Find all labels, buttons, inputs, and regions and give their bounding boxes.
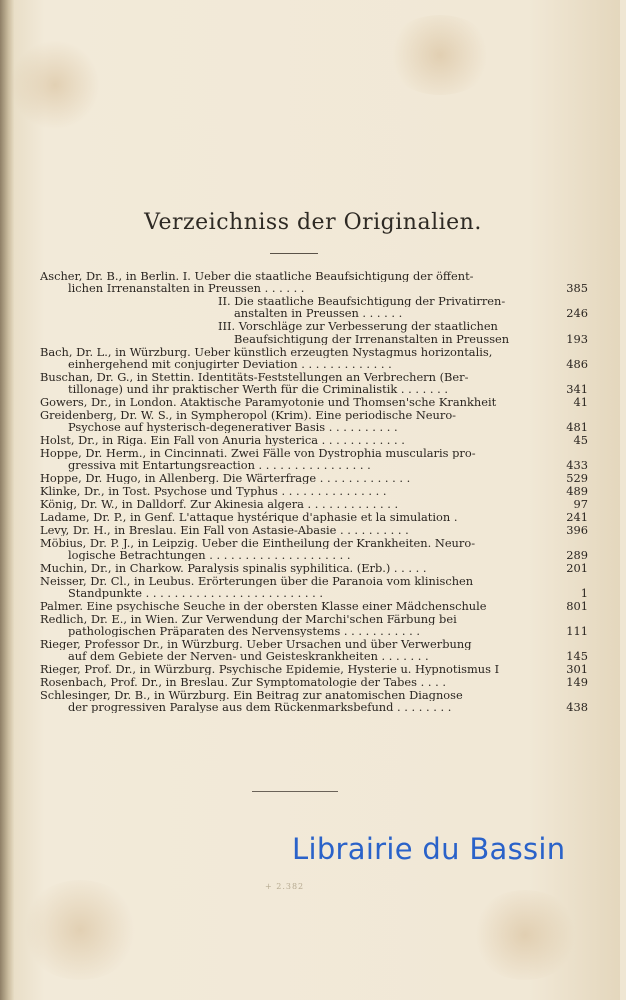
toc-entry [40, 575, 588, 600]
page-number: 201 [566, 560, 588, 575]
entry-text: Schlesinger, Dr. B., in Würzburg. Ein Beitrag zur anatomischen Diagnose [40, 688, 463, 702]
toc-entry [40, 485, 588, 497]
foxing-spot [385, 15, 495, 95]
entry-text: Klinke, Dr., in Tost. Psychose und Typhus . . . . . . . . . . . . . . . [40, 484, 387, 498]
entry-text: Redlich, Dr. E., in Wien. Zur Verwendung der Marchi'schen Färbung bei [40, 612, 457, 625]
entry-continuation: tillonage) und ihr praktischer Werth für die Criminalistik . . . . . . . [68, 383, 448, 396]
toc-entry [40, 396, 588, 408]
page-number: 438 [566, 700, 588, 715]
page-number: 41 [573, 394, 588, 409]
toc-entry [40, 663, 588, 675]
entry-continuation: pathologischen Präparaten des Nervensystems . . . . . . . . . . . [68, 625, 420, 638]
toc-entry [40, 689, 588, 714]
page-title: Verzeichniss der Originalien. [144, 210, 482, 235]
table-of-contents [40, 270, 588, 714]
entry-text: Rieger, Prof. Dr., in Würzburg. Psychische Epidemie, Hysterie u. Hypnotismus I [40, 663, 500, 676]
toc-entry [40, 270, 588, 295]
toc-entry [40, 562, 588, 574]
toc-entry [40, 613, 588, 638]
page-number: 489 [566, 483, 588, 498]
entry-text: Gowers, Dr., in London. Ataktische Paramyotonie und Thomsen'sche Krankheit [40, 395, 497, 409]
toc-entry [40, 524, 588, 536]
toc-entry [40, 676, 588, 688]
entry-text: Rosenbach, Prof. Dr., in Breslau. Zur Symptomatologie der Tabes . . . . [40, 675, 446, 689]
page-number: 193 [566, 331, 588, 346]
page-number: 1 [580, 585, 588, 600]
toc-entry [40, 371, 588, 396]
page-number: 486 [566, 356, 588, 371]
page-number: 801 [566, 598, 588, 613]
entry-text: Neisser, Dr. Cl., in Leubus. Erörterungen über die Paranoia vom klinischen [40, 574, 474, 587]
entry-text: Greidenberg, Dr. W. S., in Sympheropol (Krim). Eine periodische Neuro- [40, 408, 457, 422]
entry-continuation: einhergehend mit conjugirter Deviation . . . . . . . . . . . . . [68, 357, 392, 371]
library-stamp: + 2.382 [265, 882, 305, 891]
toc-entry [40, 511, 588, 523]
entry-text: Levy, Dr. H., in Breslau. Ein Fall von Astasie-Abasie . . . . . . . . . . [40, 523, 409, 536]
entry-text: Ascher, Dr. B., in Berlin. I. Ueber die staatliche Beaufsichtigung der öffent- [40, 270, 474, 283]
toc-entry [40, 409, 588, 434]
entry-text: Möbius, Dr. P. J., in Leipzig. Ueber die Eintheilung der Krankheiten. Neuro- [40, 536, 476, 549]
page-number: 385 [566, 281, 588, 296]
entry-text: II. Die staatliche Beaufsichtigung der Privatirren- [218, 295, 506, 308]
entry-text: Rieger, Professor Dr., in Würzburg. Ueber Ursachen und über Verwerbung [40, 637, 472, 651]
title-divider [270, 253, 318, 254]
toc-entry [40, 498, 588, 510]
page-number: 301 [566, 662, 588, 677]
toc-entry [40, 472, 588, 484]
page-number: 145 [566, 649, 588, 664]
toc-entry [40, 447, 588, 472]
entry-text: Hoppe, Dr. Herm., in Cincinnati. Zwei Fälle von Dystrophia muscularis pro- [40, 446, 476, 460]
foxing-spot [20, 880, 140, 980]
entry-text: Bach, Dr. L., in Würzburg. Ueber künstlich erzeugten Nystagmus horizontalis, [40, 345, 493, 358]
page-number: 396 [566, 522, 588, 537]
entry-text: Hoppe, Dr. Hugo, in Allenberg. Die Wärterfrage . . . . . . . . . . . . . [40, 472, 411, 485]
entry-continuation: gressiva mit Entartungsreaction . . . . . . . . . . . . . . . . [68, 459, 371, 472]
page-number: 529 [566, 471, 588, 486]
page-gutter [0, 0, 14, 1000]
page-number: 341 [566, 382, 588, 397]
foxing-spot [10, 40, 100, 130]
closing-divider [252, 791, 338, 792]
entry-continuation: Standpunkte . . . . . . . . . . . . . . . . . . . . . . . . . [68, 586, 324, 600]
entry-text: Buschan, Dr. G., in Stettin. Identitäts-Feststellungen an Verbrechern (Ber- [40, 370, 469, 384]
page-number: 433 [566, 458, 588, 473]
entry-continuation: auf dem Gebiete der Nerven- und Geisteskrankheiten . . . . . . . [68, 650, 429, 663]
watermark-text: Librairie du Bassin [292, 832, 566, 866]
page-number: 481 [566, 420, 588, 435]
foxing-spot [470, 890, 580, 980]
entry-text: König, Dr. W., in Dalldorf. Zur Akinesia algera . . . . . . . . . . . . . [40, 497, 399, 511]
entry-continuation: anstalten in Preussen . . . . . . [234, 307, 403, 320]
entry-continuation: der progressiven Paralyse aus dem Rückenmarksbefund . . . . . . . . [68, 701, 452, 714]
page-number: 246 [566, 306, 588, 321]
toc-entry [40, 537, 588, 562]
toc-entry [40, 320, 588, 345]
entry-text: Palmer. Eine psychische Seuche in der obersten Klasse einer Mädchenschule [40, 599, 487, 613]
toc-entry [40, 346, 588, 371]
toc-entry [40, 638, 588, 663]
page-number: 241 [566, 509, 588, 524]
entry-text: Holst, Dr., in Riga. Ein Fall von Anuria hysterica . . . . . . . . . . . . [40, 434, 405, 447]
page-number: 45 [573, 433, 588, 448]
page-number: 97 [573, 496, 588, 511]
entry-continuation: Psychose auf hysterisch-degenerativer Basis . . . . . . . . . . [68, 421, 398, 434]
toc-entry [40, 600, 588, 612]
toc-entry [40, 295, 588, 320]
page-number: 111 [566, 624, 588, 638]
entry-continuation: logische Betrachtungen . . . . . . . . . . . . . . . . . . . . [68, 548, 351, 562]
page-number: 149 [566, 674, 588, 689]
entry-text: Ladame, Dr. P., in Genf. L'attaque hystérique d'aphasie et la simulation . [40, 510, 458, 524]
page-number: 289 [566, 547, 588, 562]
toc-entry [40, 434, 588, 446]
entry-text: III. Vorschläge zur Verbesserung der staatlichen [218, 320, 498, 333]
entry-text: Muchin, Dr., in Charkow. Paralysis spinalis syphilitica. (Erb.) . . . . . [40, 561, 427, 575]
entry-continuation: lichen Irrenanstalten in Preussen . . . . . . [68, 282, 305, 295]
entry-continuation: Beaufsichtigung der Irrenanstalten in Preussen [234, 332, 510, 345]
